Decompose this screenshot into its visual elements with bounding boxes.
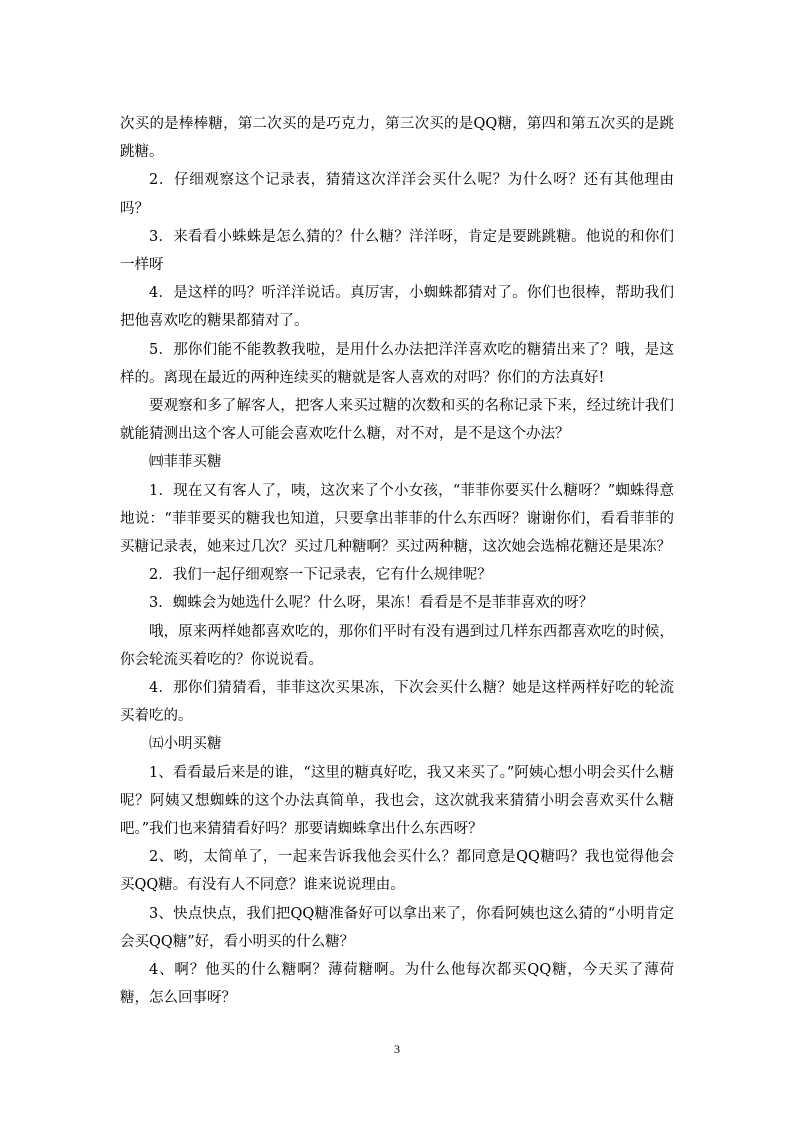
paragraph: 3．蜘蛛会为她选什么呢？什么呀，果冻！看看是不是菲菲喜欢的呀？ (149, 595, 594, 612)
page-number: 3 (394, 1042, 400, 1056)
paragraph: 3、快点快点，我们把QQ糖准备好可以拿出来了，你看阿姨也这么猜的“小明肯定会买QQ糖”好，看小明买的什么糖？ (120, 905, 674, 950)
paragraph: 2、哟，太简单了，一起来告诉我他会买什么？都同意是QQ糖吗？我也觉得他会买QQ糖。有没有人不同意？谁来说说理由。 (120, 849, 674, 894)
section-heading: ㈤小明买糖 (149, 736, 222, 753)
paragraph: 1、看看最后来是的谁，“这里的糖真好吃，我又来买了。”阿姨心想小明会买什么糖呢？阿姨又想蜘蛛的这个办法真简单，我也会，这次就我来猜猜小明会喜欢买什么糖吧。”我们也来猜猜看好吗？那要请蜘蛛拿出什么东西呀？ (120, 764, 674, 838)
paragraph: 次买的是棒棒糖，第二次买的是巧克力，第三次买的是QQ糖，第四和第五次买的是跳跳糖。 (120, 116, 674, 161)
paragraph: 4．那你们猜猜看，菲菲这次买果冻，下次会买什么糖？她是这样两样好吃的轮流买着吃的。 (120, 680, 674, 725)
paragraph: 要观察和多了解客人，把客人来买过糖的次数和买的名称记录下来，经过统计我们就能猜测出这个客人可能会喜欢吃什么糖，对不对，是不是这个办法？ (120, 398, 674, 443)
paragraph: 1．现在又有客人了，咦，这次来了个小女孩，“菲菲你要买什么糖呀？”蜘蛛得意地说：“菲菲要买的糖我也知道，只要拿出菲菲的什么东西呀？谢谢你们，看看菲菲的买糖记录表，她来过几次？买过几种糖啊？买过两种糖，这次她会选棉花糖还是果冻？ (120, 482, 674, 556)
paragraph: 4、啊？他买的什么糖啊？薄荷糖啊。为什么他每次都买QQ糖，今天买了薄荷糖，怎么回事呀？ (120, 962, 674, 1007)
document-body (120, 110, 674, 1013)
paragraph: 3．来看看小蛛蛛是怎么猜的？什么糖？洋洋呀，肯定是要跳跳糖。他说的和你们一样呀 (120, 228, 674, 274)
paragraph: 2．仔细观察这个记录表，猜猜这次洋洋会买什么呢？为什么呀？还有其他理由吗？ (120, 172, 674, 217)
paragraph: 哦，原来两样她都喜欢吃的，那你们平时有没有遇到过几样东西都喜欢吃的时候，你会轮流买着吃的？你说说看。 (120, 623, 674, 668)
paragraph: 2．我们一起仔细观察一下记录表，它有什么规律呢？ (149, 567, 492, 584)
paragraph: 5．那你们能不能教教我啦，是用什么办法把洋洋喜欢吃的糖猜出来了？哦，是这样的。离现在最近的两种连续买的糖就是客人喜欢的对吗？你们的方法真好! (120, 341, 674, 386)
paragraph: 4．是这样的吗？听洋洋说话。真厉害，小蜘蛛都猜对了。你们也很棒，帮助我们把他喜欢吃的糖果都猜对了。 (120, 285, 674, 330)
section-heading: ㈣菲菲买糖 (149, 454, 222, 471)
